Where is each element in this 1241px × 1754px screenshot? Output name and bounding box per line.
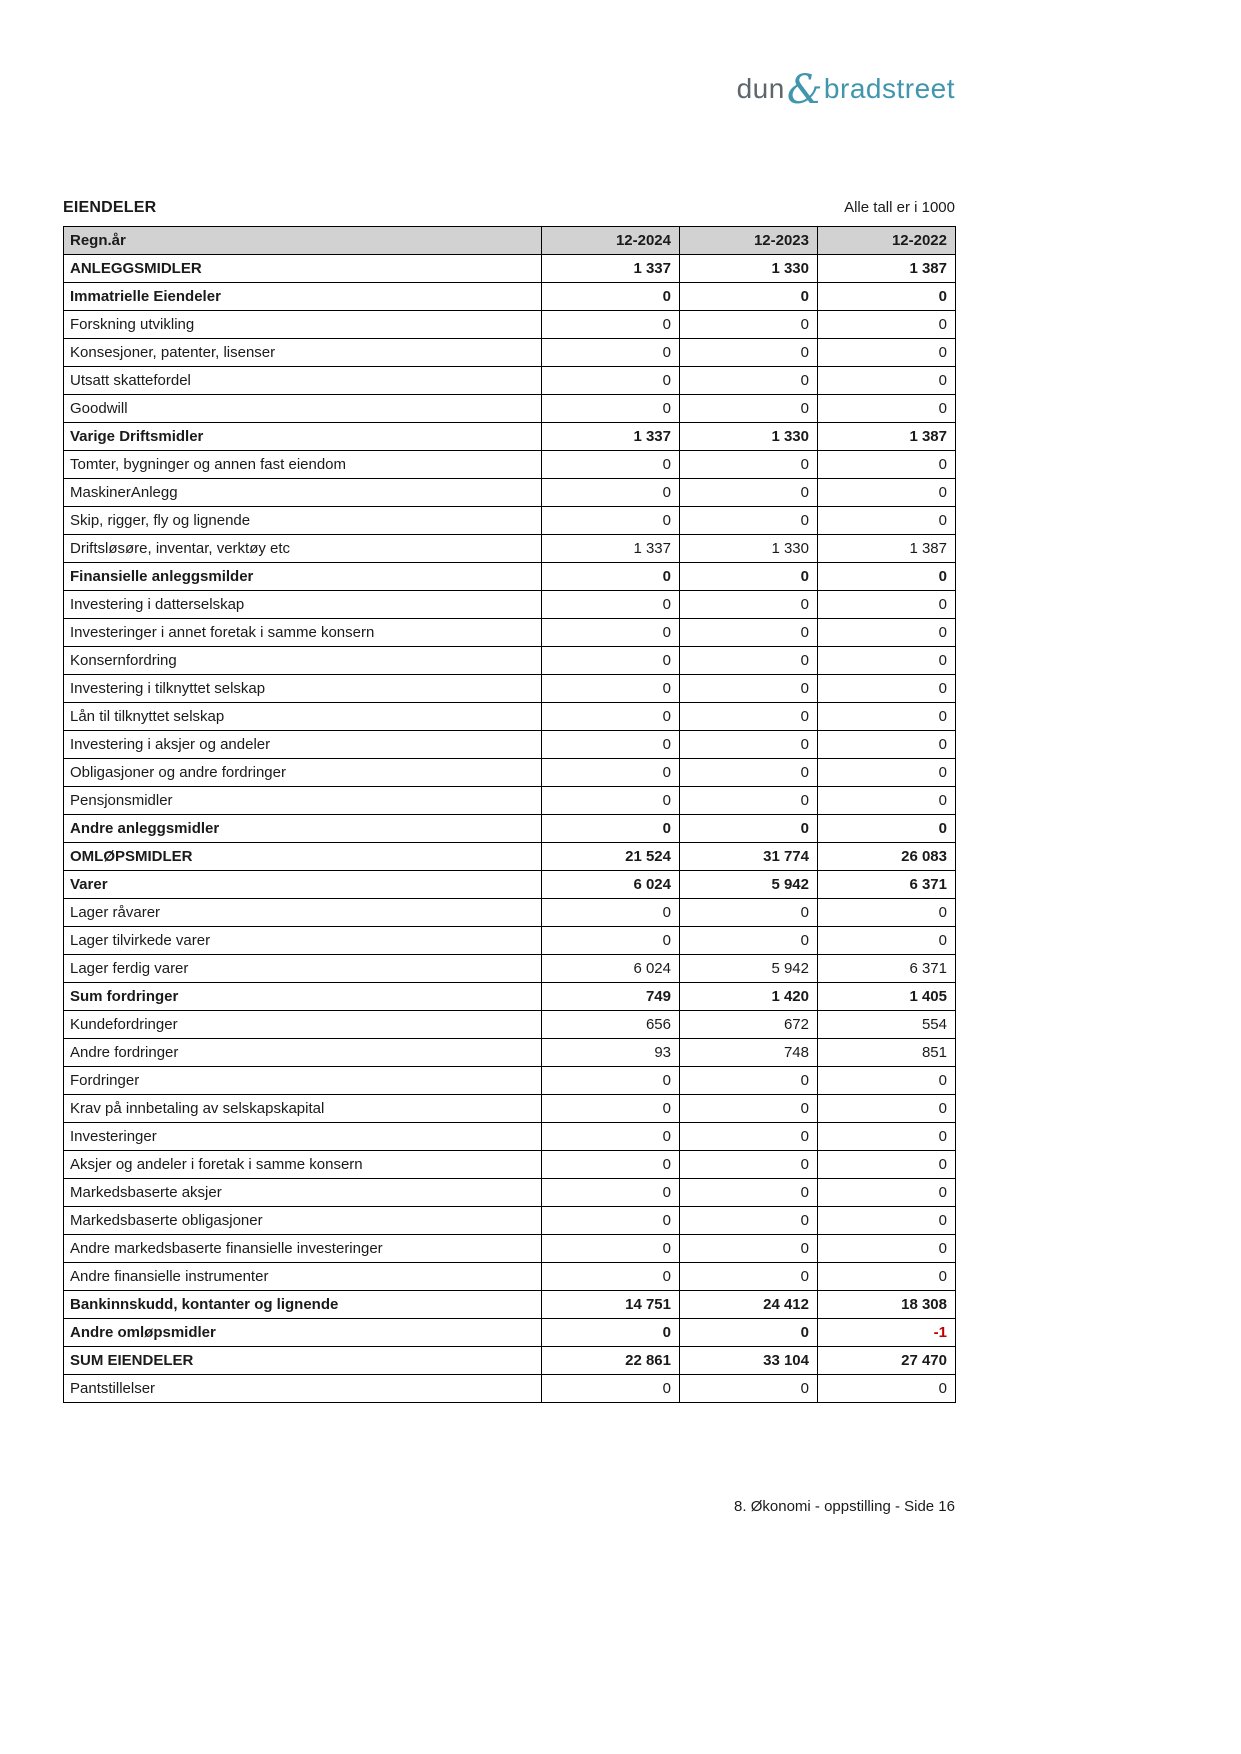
row-value: 0 (818, 815, 956, 843)
row-value: 0 (818, 1151, 956, 1179)
row-value: 5 942 (680, 955, 818, 983)
row-label: Andre finansielle instrumenter (64, 1263, 542, 1291)
row-value: 5 942 (680, 871, 818, 899)
row-value: 0 (680, 1151, 818, 1179)
row-value: 0 (680, 1375, 818, 1403)
row-value: 0 (680, 507, 818, 535)
row-value: 1 420 (680, 983, 818, 1011)
row-value: 851 (818, 1039, 956, 1067)
row-value: 0 (818, 367, 956, 395)
row-value: 27 470 (818, 1347, 956, 1375)
row-label: Lån til tilknyttet selskap (64, 703, 542, 731)
row-value: 0 (680, 311, 818, 339)
row-value: 0 (680, 899, 818, 927)
table-row (64, 619, 956, 647)
row-value: 0 (680, 395, 818, 423)
page-title: EIENDELER (63, 199, 157, 216)
table-row (64, 423, 956, 451)
row-value: 0 (542, 1095, 680, 1123)
table-row (64, 535, 956, 563)
row-label: Aksjer og andeler i foretak i samme konsern (64, 1151, 542, 1179)
row-label: Lager ferdig varer (64, 955, 542, 983)
table-row (64, 1347, 956, 1375)
table-row (64, 1375, 956, 1403)
table-row (64, 1123, 956, 1151)
table-row (64, 1011, 956, 1039)
row-label: Markedsbaserte obligasjoner (64, 1207, 542, 1235)
row-label: Konsesjoner, patenter, lisenser (64, 339, 542, 367)
row-value: 0 (542, 815, 680, 843)
row-value: 554 (818, 1011, 956, 1039)
row-value: 0 (680, 1263, 818, 1291)
row-value: 0 (680, 815, 818, 843)
row-value: 0 (818, 1207, 956, 1235)
row-value: -1 (818, 1319, 956, 1347)
row-value: 0 (542, 647, 680, 675)
row-value: 0 (542, 1235, 680, 1263)
row-value: 1 387 (818, 255, 956, 283)
row-value: 1 330 (680, 423, 818, 451)
row-value: 33 104 (680, 1347, 818, 1375)
row-value: 0 (542, 283, 680, 311)
table-row (64, 759, 956, 787)
row-label: Markedsbaserte aksjer (64, 1179, 542, 1207)
row-label: Andre fordringer (64, 1039, 542, 1067)
table-row (64, 1179, 956, 1207)
row-label: Konsernfordring (64, 647, 542, 675)
row-label: Krav på innbetaling av selskapskapital (64, 1095, 542, 1123)
row-value: 0 (680, 1207, 818, 1235)
row-label: Investering i datterselskap (64, 591, 542, 619)
logo-text-dun: dun (736, 73, 785, 104)
table-row (64, 479, 956, 507)
table-row (64, 255, 956, 283)
row-value: 0 (818, 1235, 956, 1263)
row-value: 0 (680, 703, 818, 731)
page-content (63, 0, 955, 1754)
row-value: 0 (680, 479, 818, 507)
row-value: 0 (680, 619, 818, 647)
row-value: 0 (542, 899, 680, 927)
table-row (64, 1235, 956, 1263)
row-value: 1 330 (680, 255, 818, 283)
row-value: 0 (542, 451, 680, 479)
row-value: 0 (542, 1123, 680, 1151)
row-value: 749 (542, 983, 680, 1011)
row-value: 0 (818, 479, 956, 507)
row-value: 1 337 (542, 535, 680, 563)
row-value: 24 412 (680, 1291, 818, 1319)
row-label: Andre omløpsmidler (64, 1319, 542, 1347)
row-label: Varige Driftsmidler (64, 423, 542, 451)
row-value: 1 405 (818, 983, 956, 1011)
table-row (64, 1095, 956, 1123)
row-value: 0 (680, 283, 818, 311)
row-value: 0 (680, 367, 818, 395)
table-row (64, 871, 956, 899)
row-value: 0 (542, 395, 680, 423)
row-value: 0 (818, 339, 956, 367)
row-value: 31 774 (680, 843, 818, 871)
row-label: Andre anleggsmidler (64, 815, 542, 843)
row-value: 0 (680, 927, 818, 955)
row-value: 0 (818, 283, 956, 311)
row-value: 0 (542, 1207, 680, 1235)
table-row (64, 1151, 956, 1179)
row-value: 672 (680, 1011, 818, 1039)
row-value: 0 (542, 731, 680, 759)
table-row (64, 395, 956, 423)
table-row (64, 1067, 956, 1095)
column-header-2023: 12-2023 (680, 227, 818, 255)
row-value: 18 308 (818, 1291, 956, 1319)
table-row (64, 731, 956, 759)
row-value: 0 (818, 1123, 956, 1151)
row-value: 6 024 (542, 871, 680, 899)
table-row (64, 451, 956, 479)
row-value: 0 (818, 927, 956, 955)
row-value: 0 (542, 507, 680, 535)
table-body (64, 255, 956, 1403)
row-value: 0 (680, 339, 818, 367)
row-label: Investeringer i annet foretak i samme konsern (64, 619, 542, 647)
row-value: 1 337 (542, 423, 680, 451)
dun-bradstreet-logo (737, 68, 955, 111)
row-value: 0 (818, 703, 956, 731)
table-row (64, 367, 956, 395)
logo-ampersand-icon: & (786, 67, 823, 113)
column-header-2022: 12-2022 (818, 227, 956, 255)
row-label: SUM EIENDELER (64, 1347, 542, 1375)
row-value: 0 (818, 787, 956, 815)
row-value: 0 (818, 451, 956, 479)
row-label: Driftsløsøre, inventar, verktøy etc (64, 535, 542, 563)
row-value: 0 (680, 731, 818, 759)
row-label: MaskinerAnlegg (64, 479, 542, 507)
row-value: 1 387 (818, 535, 956, 563)
row-label: Investering i aksjer og andeler (64, 731, 542, 759)
row-value: 0 (680, 675, 818, 703)
row-value: 0 (818, 563, 956, 591)
table-row (64, 1319, 956, 1347)
table-row (64, 955, 956, 983)
balance-sheet-table (63, 226, 956, 1403)
row-value: 0 (542, 1151, 680, 1179)
row-label: Kundefordringer (64, 1011, 542, 1039)
row-value: 0 (542, 1319, 680, 1347)
table-row (64, 591, 956, 619)
row-value: 0 (818, 899, 956, 927)
row-label: Lager tilvirkede varer (64, 927, 542, 955)
row-label: Forskning utvikling (64, 311, 542, 339)
row-value: 0 (818, 1263, 956, 1291)
row-value: 0 (818, 591, 956, 619)
row-label: Skip, rigger, fly og lignende (64, 507, 542, 535)
row-value: 0 (542, 1067, 680, 1095)
row-value: 0 (542, 759, 680, 787)
row-value: 0 (542, 479, 680, 507)
table-row (64, 815, 956, 843)
row-label: Fordringer (64, 1067, 542, 1095)
table-row (64, 283, 956, 311)
table-row (64, 899, 956, 927)
row-value: 0 (680, 591, 818, 619)
table-row (64, 843, 956, 871)
row-value: 0 (542, 787, 680, 815)
table-row (64, 787, 956, 815)
row-label: Immatrielle Eiendeler (64, 283, 542, 311)
row-label: Finansielle anleggsmilder (64, 563, 542, 591)
column-header-regnar: Regn.år (64, 227, 542, 255)
row-value: 93 (542, 1039, 680, 1067)
row-value: 1 387 (818, 423, 956, 451)
row-value: 0 (542, 1375, 680, 1403)
row-value: 0 (818, 731, 956, 759)
table-header-row (64, 227, 956, 255)
row-value: 0 (818, 395, 956, 423)
logo-text-bradstreet: bradstreet (823, 73, 955, 104)
row-value: 0 (680, 1179, 818, 1207)
row-value: 0 (680, 647, 818, 675)
row-label: Pantstillelser (64, 1375, 542, 1403)
row-value: 0 (680, 787, 818, 815)
row-label: Sum fordringer (64, 983, 542, 1011)
row-value: 0 (680, 1067, 818, 1095)
row-value: 1 337 (542, 255, 680, 283)
row-value: 26 083 (818, 843, 956, 871)
row-label: Utsatt skattefordel (64, 367, 542, 395)
table-row (64, 927, 956, 955)
row-value: 6 024 (542, 955, 680, 983)
page-footer: 8. Økonomi - oppstilling - Side 16 (734, 1498, 955, 1515)
row-label: Investeringer (64, 1123, 542, 1151)
row-label: ANLEGGSMIDLER (64, 255, 542, 283)
row-value: 1 330 (680, 535, 818, 563)
row-value: 0 (818, 507, 956, 535)
row-value: 0 (680, 451, 818, 479)
table-row (64, 1039, 956, 1067)
table-row (64, 507, 956, 535)
row-label: Goodwill (64, 395, 542, 423)
table-row (64, 311, 956, 339)
row-value: 21 524 (542, 843, 680, 871)
row-label: Andre markedsbaserte finansielle investeringer (64, 1235, 542, 1263)
row-value: 6 371 (818, 871, 956, 899)
row-value: 6 371 (818, 955, 956, 983)
row-value: 0 (818, 759, 956, 787)
table-row (64, 703, 956, 731)
row-value: 0 (818, 647, 956, 675)
row-label: Pensjonsmidler (64, 787, 542, 815)
row-value: 0 (542, 675, 680, 703)
row-value: 0 (542, 311, 680, 339)
row-value: 0 (818, 311, 956, 339)
row-value: 656 (542, 1011, 680, 1039)
row-value: 0 (542, 1179, 680, 1207)
row-label: Tomter, bygninger og annen fast eiendom (64, 451, 542, 479)
title-row (63, 199, 955, 217)
row-value: 0 (818, 1095, 956, 1123)
table-row (64, 1263, 956, 1291)
table-row (64, 563, 956, 591)
row-label: Investering i tilknyttet selskap (64, 675, 542, 703)
row-label: Bankinnskudd, kontanter og lignende (64, 1291, 542, 1319)
row-value: 0 (818, 1179, 956, 1207)
row-value: 14 751 (542, 1291, 680, 1319)
column-header-2024: 12-2024 (542, 227, 680, 255)
row-value: 748 (680, 1039, 818, 1067)
row-value: 0 (818, 1067, 956, 1095)
table-row (64, 1207, 956, 1235)
row-value: 0 (542, 619, 680, 647)
row-value: 0 (680, 1095, 818, 1123)
row-label: Lager råvarer (64, 899, 542, 927)
row-value: 0 (542, 703, 680, 731)
row-label: Obligasjoner og andre fordringer (64, 759, 542, 787)
table-row (64, 983, 956, 1011)
row-value: 0 (542, 367, 680, 395)
row-label: Varer (64, 871, 542, 899)
row-value: 0 (818, 619, 956, 647)
row-value: 0 (542, 563, 680, 591)
table-row (64, 339, 956, 367)
row-value: 0 (680, 1235, 818, 1263)
row-value: 0 (680, 1123, 818, 1151)
row-value: 0 (542, 1263, 680, 1291)
table-row (64, 647, 956, 675)
row-value: 0 (542, 591, 680, 619)
row-value: 0 (818, 1375, 956, 1403)
row-value: 0 (818, 675, 956, 703)
table-row (64, 1291, 956, 1319)
row-value: 0 (680, 759, 818, 787)
row-value: 0 (680, 563, 818, 591)
row-label: OMLØPSMIDLER (64, 843, 542, 871)
row-value: 0 (542, 339, 680, 367)
row-value: 22 861 (542, 1347, 680, 1375)
units-note: Alle tall er i 1000 (844, 199, 955, 216)
row-value: 0 (680, 1319, 818, 1347)
row-value: 0 (542, 927, 680, 955)
table-row (64, 675, 956, 703)
